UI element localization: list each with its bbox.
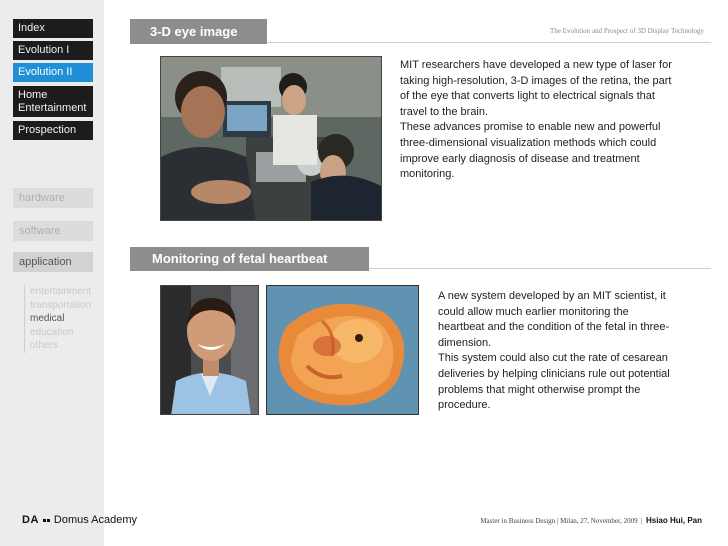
section-title-fetal-heartbeat: Monitoring of fetal heartbeat (130, 247, 369, 271)
sub-item-others[interactable]: others (30, 340, 58, 351)
nav-index[interactable]: Index (13, 19, 93, 38)
logo-text: Domus Academy (53, 514, 138, 526)
category-hardware[interactable]: hardware (13, 188, 93, 208)
nav-prospection[interactable]: Prospection (13, 121, 93, 140)
nav-evolution-2[interactable]: Evolution II (13, 63, 93, 82)
footer-author: Hsiao Hui, Pan (645, 516, 702, 525)
scientist-portrait-photo (160, 285, 259, 415)
eye-image-description (400, 58, 676, 183)
fetus-image-photo (266, 285, 419, 415)
section-divider (369, 268, 711, 269)
logo-dots-icon (43, 519, 50, 522)
eye-image-paragraph: These advances promise to enable new and powerful three-dimensional visualization methods which could improve early diagnosis of disease and treatment monitoring. (400, 121, 661, 181)
logo-mark-text: DA (22, 514, 39, 526)
domus-academy-logo (22, 514, 137, 526)
footer-separator: | (556, 517, 559, 525)
category-software[interactable]: software (13, 221, 93, 241)
fetal-heartbeat-paragraph: This system could also cut the rate of cesarean deliveries by helping clinicians rule out potential problems that might otherwise prompt the procedure. (438, 352, 670, 412)
category-application[interactable]: application (13, 252, 93, 272)
sidebar (0, 0, 104, 546)
footer-separator: | (641, 517, 643, 525)
footer-credits (480, 516, 702, 525)
eye-image-photo (160, 56, 382, 221)
header-divider (267, 42, 711, 43)
fetal-heartbeat-paragraph: A new system developed by an MIT scientist, it could allow much earlier monitoring the heartbeat and the condition of the fetal in three-dimension. (438, 290, 670, 349)
footer-course: Master in Business Design (480, 517, 556, 525)
sub-item-medical[interactable]: medical (30, 313, 65, 324)
presentation-caption: The Evolution and Prospect of 3D Display Technology (550, 27, 704, 35)
sub-item-transportation[interactable]: transportation (30, 299, 92, 311)
sub-item-education[interactable]: education (30, 326, 74, 338)
fetal-heartbeat-description (438, 289, 678, 414)
section-title-eye-image: 3-D eye image (130, 19, 267, 44)
nav-home-entertainment[interactable]: Home Entertainment (13, 86, 93, 117)
eye-image-paragraph: MIT researchers have developed a new type of laser for taking high-resolution, 3-D images of the retina, the part of the eye that converts light to electrical signals that travel to the brain. (400, 59, 672, 118)
nav-evolution-1[interactable]: Evolution I (13, 41, 93, 60)
application-sub-list (24, 285, 102, 353)
footer-location-date: Milan, 27, November, 2009 (560, 517, 638, 525)
sub-item-entertainment[interactable]: entertainment (30, 286, 92, 297)
